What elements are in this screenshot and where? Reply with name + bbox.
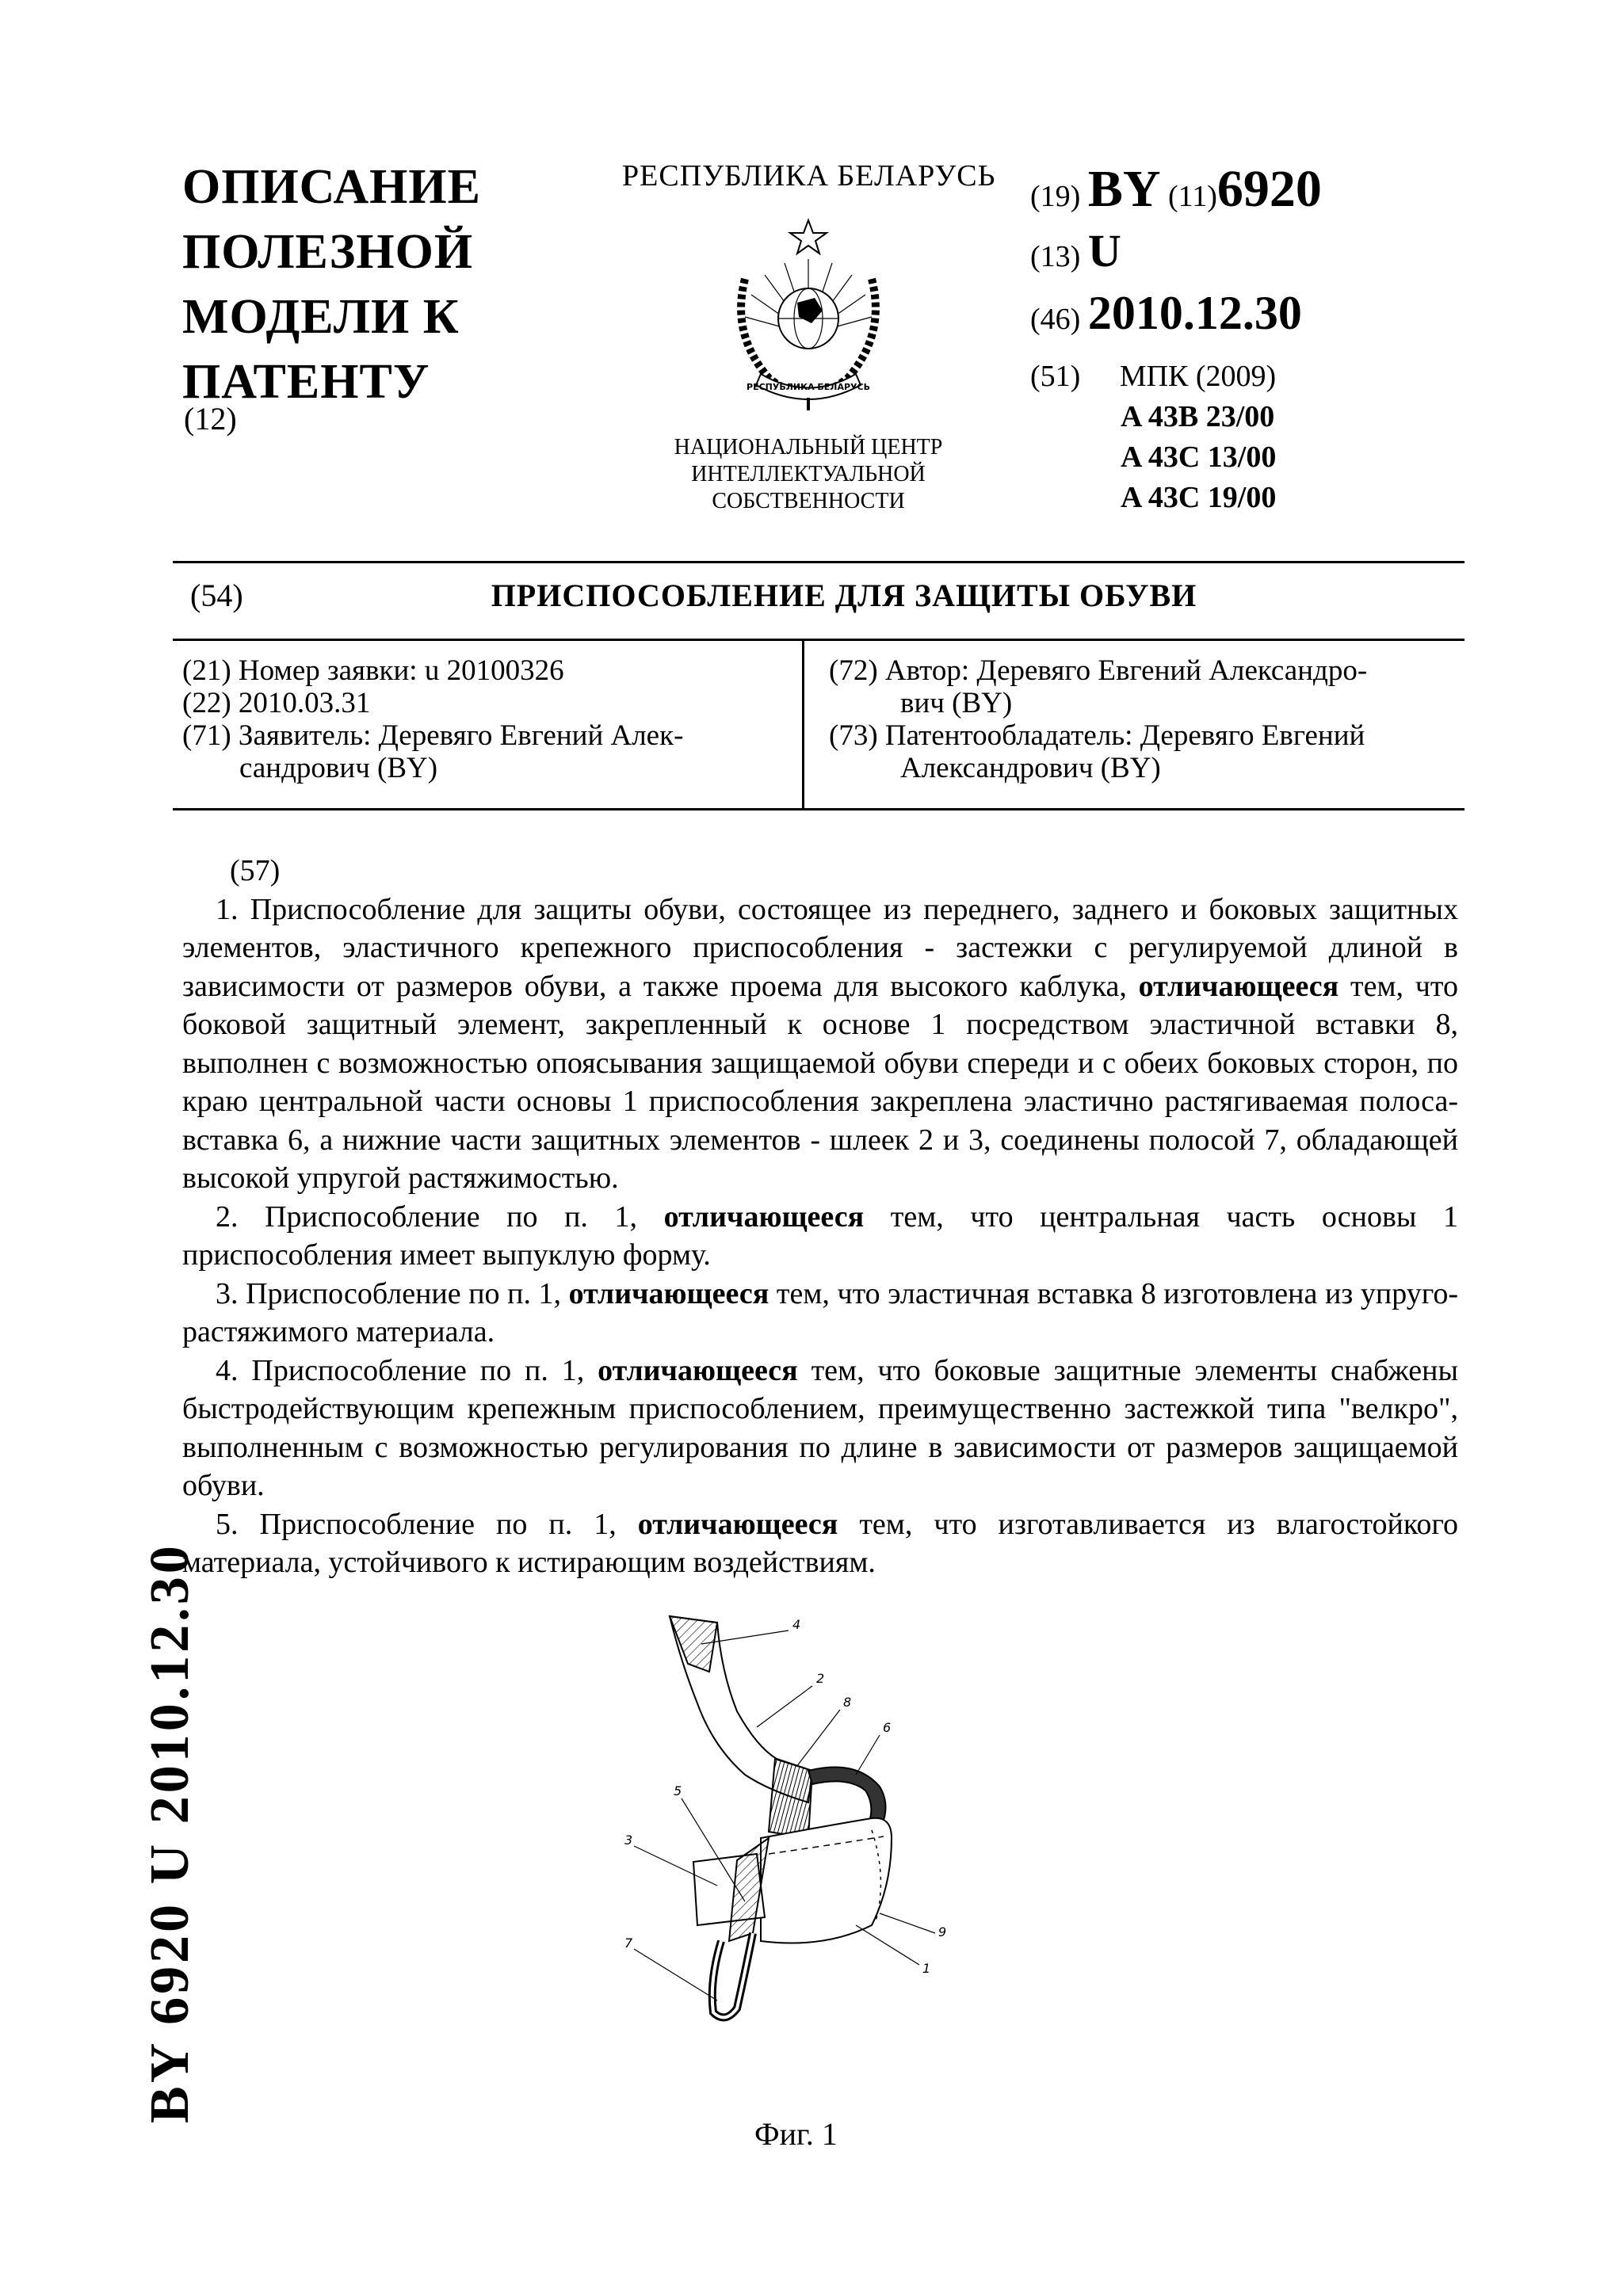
- claim-keyword: отличающееся: [598, 1353, 798, 1387]
- doc-type-line: ПАТЕНТУ: [182, 355, 430, 409]
- pub-date-line: [1030, 282, 1322, 344]
- doc-type-line: ПОЛЕЗНОЙ: [182, 225, 474, 279]
- publication-date: 2010.12.30: [1087, 287, 1302, 339]
- invention-title: ПРИСПОСОБЛЕНИЕ ДЛЯ ЗАЩИТЫ ОБУВИ: [491, 578, 1197, 613]
- elastic-insert-8: [769, 1759, 812, 1838]
- filing-date: [182, 687, 769, 719]
- fig-label-2: 2: [816, 1671, 825, 1686]
- code-46: (46): [1030, 303, 1081, 336]
- ipc-code: A 43C 19/00: [1121, 481, 1277, 514]
- figure-1-drawing: [618, 1600, 999, 2092]
- state-emblem-icon: [713, 215, 903, 414]
- fig-label-3: 3: [624, 1833, 633, 1848]
- emblem-ribbon-text: РЕСПУБЛИКА БЕЛАРУСЬ: [747, 382, 870, 392]
- biblio-left: [182, 654, 769, 784]
- fig-label-8: 8: [843, 1695, 852, 1710]
- patent-number: 6920: [1216, 160, 1322, 218]
- code-57: (57): [230, 854, 281, 887]
- fig-label-5: 5: [674, 1783, 682, 1798]
- code-72: (72): [829, 654, 878, 687]
- author-cont: вич (BY): [900, 687, 1013, 719]
- code-13: (13): [1030, 240, 1081, 273]
- claim-keyword: отличающееся: [663, 1199, 865, 1234]
- fig-label-9: 9: [938, 1924, 947, 1939]
- divider: [173, 808, 1465, 810]
- application-number: [182, 654, 769, 687]
- document-type-title: [182, 154, 481, 414]
- ipc-code: A 43B 23/00: [1121, 400, 1275, 433]
- country-code: BY: [1087, 160, 1161, 218]
- claim-2: [182, 1198, 1458, 1275]
- claim-1: [182, 891, 1458, 1198]
- claim-keyword: отличающееся: [568, 1276, 769, 1310]
- figure-caption: Фиг. 1: [754, 2116, 838, 2152]
- patent-number-line: [1030, 158, 1322, 220]
- owner-cont: Александрович (BY): [900, 752, 1161, 784]
- claim-text: тем, что изготавливается из влагостойкого материала, устойчивого к истирающим воздействиям.: [182, 1507, 1458, 1579]
- base-1: [761, 1818, 892, 1943]
- code-22: (22): [182, 687, 231, 719]
- patent-owner: [829, 719, 1463, 752]
- code-51: (51): [1030, 360, 1081, 393]
- office-line: СОБСТВЕННОСТИ: [712, 489, 905, 513]
- fig-label-7: 7: [624, 1936, 633, 1951]
- filing-date-text: 2010.03.31: [238, 687, 371, 719]
- doc-type-line: ОПИСАНИЕ: [182, 160, 481, 214]
- claim-keyword: отличающееся: [1138, 969, 1339, 1003]
- biblio-right: [829, 654, 1463, 784]
- author-text: Автор: Деревяго Евгений Александро-: [884, 654, 1368, 687]
- invention-title-row: [182, 577, 1458, 614]
- applicant-cont: сандрович (BY): [239, 752, 438, 784]
- claim-3: [182, 1275, 1458, 1352]
- claim-text: тем, что боковой защитный элемент, закрепленный к основе 1 посредством эластичной вставки 8, выполнен с возможностью опоясывания защищаемой обуви спереди и с обеих боковых сторон, по краю центральной части основы 1 приспособления закреплена эластично растягиваемая полоса-вставка 6, а нижние части защитных элементов - шлеек 2 и 3, соединены полосой 7, обладающей высокой упругой растяжимостью.: [182, 969, 1458, 1195]
- fig-label-1: 1: [922, 1961, 931, 1976]
- code-21: (21): [182, 654, 231, 687]
- ipc-classification: [1030, 357, 1276, 518]
- code-12: (12): [184, 401, 237, 437]
- divider: [173, 561, 1465, 563]
- kind-line: [1030, 220, 1322, 282]
- ipc-code: A 43C 13/00: [1121, 441, 1277, 474]
- ipc-header: [1030, 357, 1276, 397]
- claim-text: 3. Приспособление по п. 1,: [216, 1276, 562, 1310]
- code-11: (11): [1168, 180, 1217, 213]
- column-divider: [802, 640, 804, 808]
- office-line: НАЦИОНАЛЬНЫЙ ЦЕНТР: [674, 435, 943, 460]
- fig-label-4: 4: [792, 1617, 801, 1632]
- claim-5: [182, 1505, 1458, 1582]
- fig-label-6: 6: [883, 1720, 892, 1735]
- claim-text: тем, что центральная часть основы 1 приспособления имеет выпуклую форму.: [182, 1199, 1459, 1272]
- patent-ids: [1030, 158, 1322, 344]
- claim-text: 2. Приспособление по п. 1,: [216, 1199, 637, 1234]
- code-73: (73): [829, 719, 878, 752]
- applicant: [182, 719, 769, 752]
- applicant-text: Заявитель: Деревяго Евгений Алек-: [238, 719, 684, 752]
- application-text: Номер заявки: u 20100326: [238, 654, 564, 687]
- side-identifier: BY 6920 U 2010.12.30: [139, 1543, 200, 2123]
- ipc-label: МПК (2009): [1119, 360, 1277, 393]
- claim-keyword: отличающееся: [637, 1507, 838, 1541]
- country-title: РЕСПУБЛИКА БЕЛАРУСЬ: [622, 159, 996, 193]
- claim-text: 5. Приспособление по п. 1,: [216, 1507, 617, 1541]
- doc-type-line: МОДЕЛИ К: [182, 290, 460, 344]
- kind-code: U: [1087, 225, 1121, 277]
- claim-text: тем, что боковые защитные элементы снабжены быстродействующим крепежным приспособлением, преимущественно застежкой типа "велкро", выполненным с возможностью регулирования по длине в зависимости от размеров защищаемой обуви.: [182, 1353, 1458, 1502]
- code-54: (54): [190, 578, 243, 613]
- claim-text: 4. Приспособление по п. 1,: [216, 1353, 585, 1387]
- author: [829, 654, 1463, 687]
- office-line: ИНТЕЛЛЕКТУАЛЬНОЙ: [691, 462, 926, 486]
- claim-text: тем, что эластичная вставка 8 изготовлена из упруго-растяжимого материала.: [182, 1276, 1459, 1348]
- office-name: [626, 434, 991, 515]
- claims: [182, 852, 1458, 1582]
- claim-text: 1. Приспособление для защиты обуви, состоящее из переднего, заднего и боковых защитных элементов, эластичного крепежного приспособления - застежки с регулируемой длиной в зависимости от размеров обуви, а также проема для высокого каблука,: [182, 892, 1458, 1003]
- claim-4: [182, 1352, 1458, 1505]
- divider: [173, 639, 1465, 641]
- code-19: (19): [1030, 180, 1081, 213]
- owner-text: Патентообладатель: Деревяго Евгений: [884, 719, 1365, 752]
- code-71: (71): [182, 719, 231, 752]
